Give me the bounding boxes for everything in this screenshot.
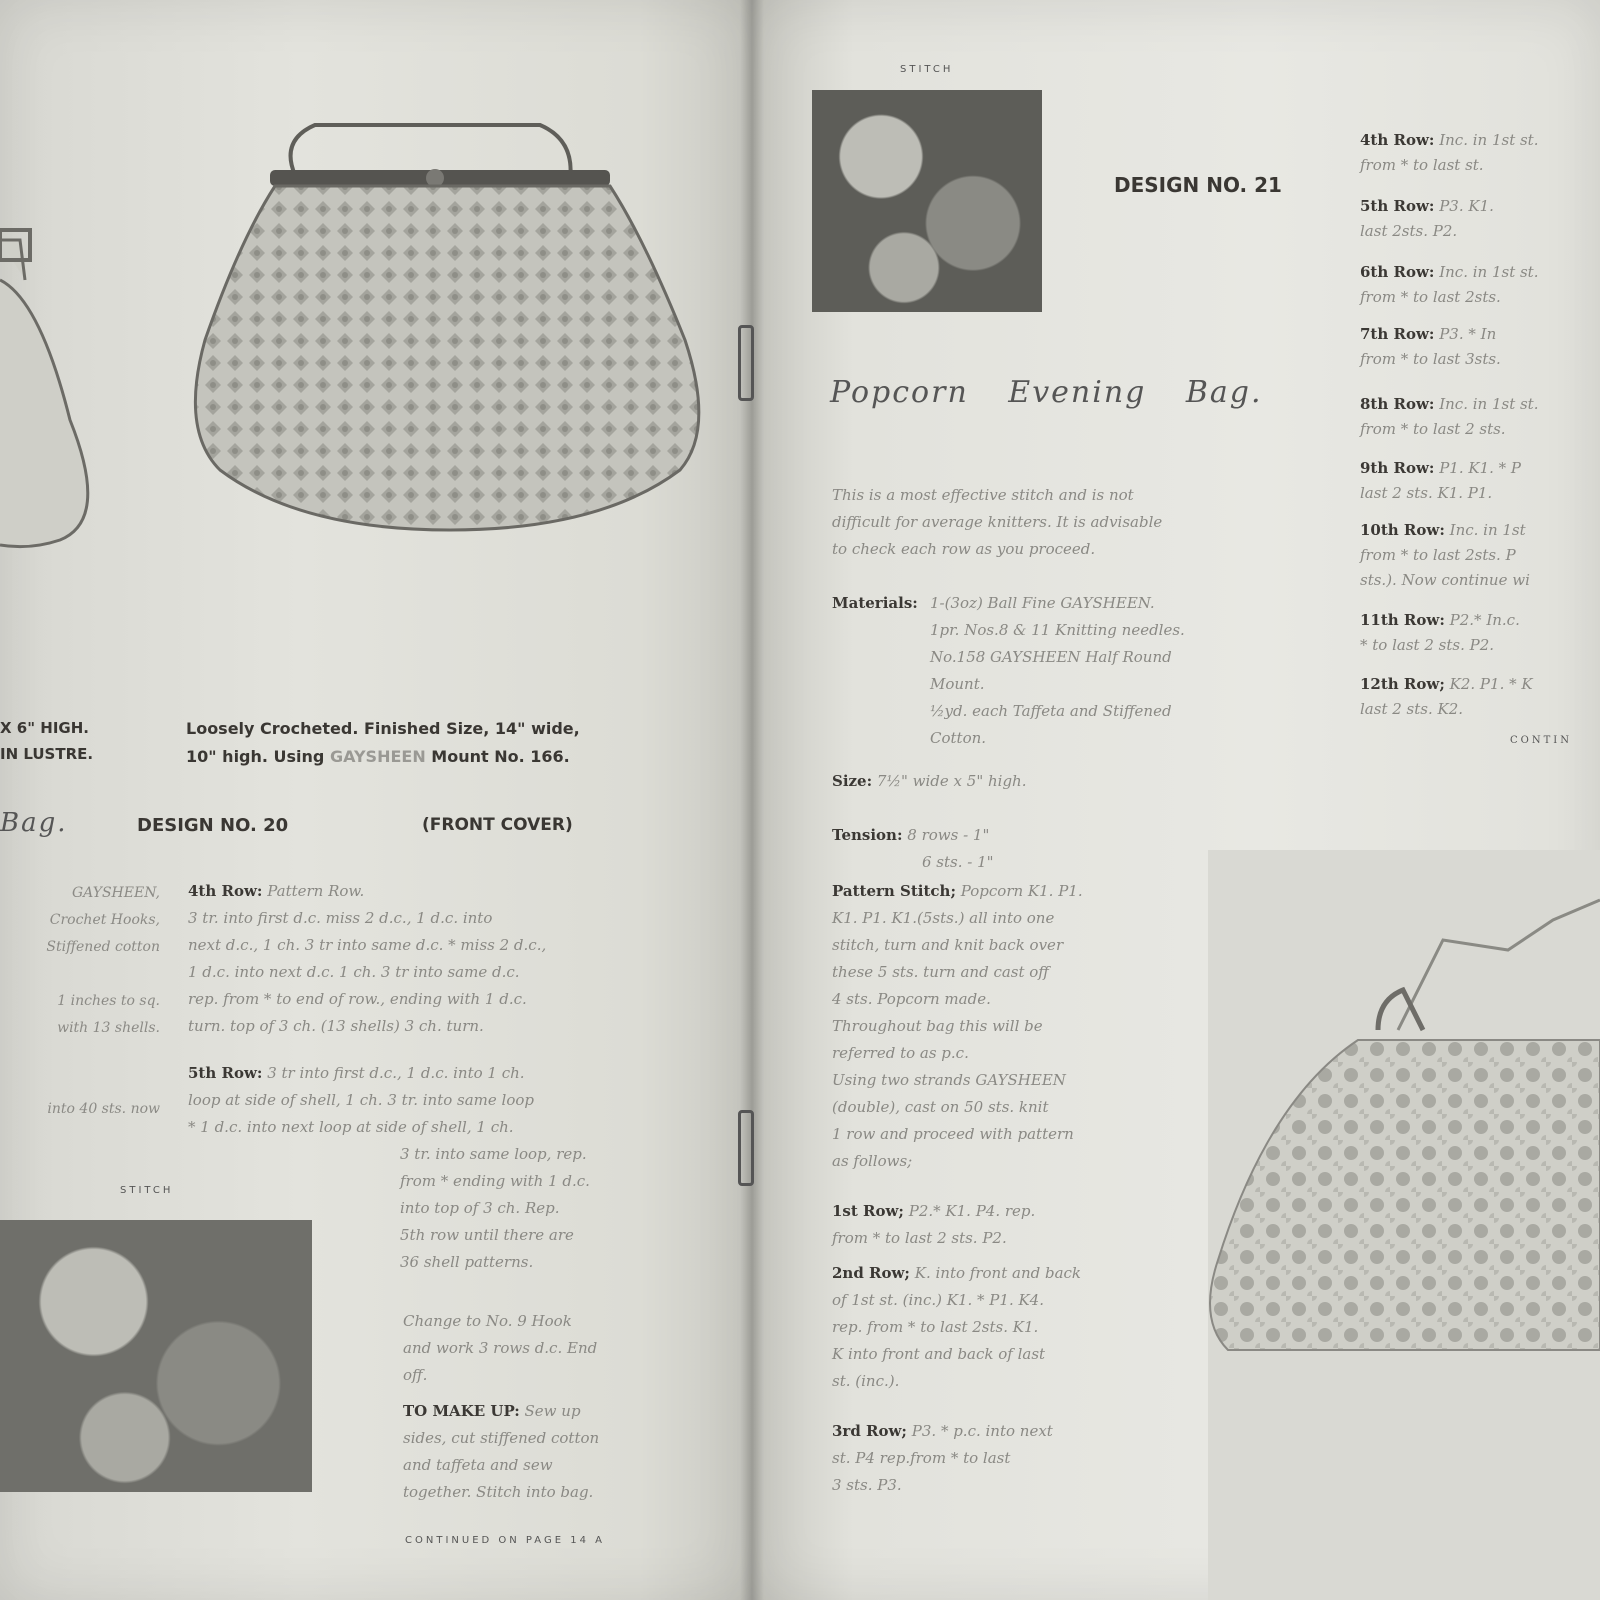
make-up-line: sides, cut stiffened cotton — [403, 1429, 600, 1447]
pattern-line: as follows; — [832, 1152, 913, 1170]
change-line: Change to No. 9 Hook — [403, 1312, 572, 1330]
crocheted-bag-illustration — [180, 110, 720, 580]
row5-label: 5th Row: — [188, 1064, 263, 1082]
row1-instructions — [832, 1198, 1162, 1252]
side-row-line: Inc. in 1st — [1449, 521, 1526, 539]
side-row-label: 5th Row: — [1360, 197, 1435, 215]
make-up-line: and taffeta and sew — [403, 1456, 553, 1474]
side-row-line: from * to last 2sts. — [1360, 288, 1501, 306]
side-row-line: P1. K1. * P — [1439, 459, 1522, 477]
tension-label: Tension: — [832, 826, 903, 844]
side-row-label: 4th Row: — [1360, 131, 1435, 149]
material-item: ½yd. each Taffeta and Stiffened — [930, 702, 1172, 720]
caption-line: Loosely Crocheted. Finished Size, 14" wide, — [186, 719, 580, 738]
partial-bag-illustration — [0, 220, 120, 550]
popcorn-bag-illustration — [1208, 880, 1600, 1600]
partial-caption-line: X 6" HIGH. — [0, 719, 89, 737]
partial-col-line — [0, 961, 160, 988]
row4-instructions — [188, 878, 688, 1040]
partial-bag-title: Bag. — [0, 808, 68, 838]
side-row-label: 9th Row: — [1360, 459, 1435, 477]
partial-col-line: with 13 shells. — [57, 1020, 160, 1036]
make-up-line: Sew up — [524, 1402, 581, 1420]
row1-line: P2.* K1. P4. rep. — [908, 1202, 1036, 1220]
row2-line: K. into front and back — [914, 1264, 1082, 1282]
side-row-label: 10th Row: — [1360, 521, 1445, 539]
side-row-line: last 2sts. P2. — [1360, 222, 1458, 240]
row2-instructions — [832, 1260, 1162, 1395]
stitch-label: STITCH — [120, 1185, 174, 1196]
row2-line: rep. from * to last 2sts. K1. — [832, 1318, 1039, 1336]
row4-line: turn. top of 3 ch. (13 shells) 3 ch. turn. — [188, 1017, 484, 1035]
side-row-line: from * to last 2sts. P — [1360, 546, 1516, 564]
tension-value: 6 sts. - 1" — [922, 853, 994, 871]
row5-cont-line: 5th row until there are — [400, 1226, 574, 1244]
partial-col-line: GAYSHEEN, — [71, 885, 160, 901]
side-row-label: 12th Row; — [1360, 675, 1445, 693]
row5-cont-line: 36 shell patterns. — [400, 1253, 534, 1271]
row5-instructions — [188, 1060, 688, 1141]
side-row-line: P2.* In.c. — [1449, 611, 1520, 629]
pattern-line: (double), cast on 50 sts. knit — [832, 1098, 1049, 1116]
partial-col-line: 1 inches to sq. — [57, 993, 160, 1009]
side-row-label: 11th Row: — [1360, 611, 1445, 629]
side-row-line: from * to last st. — [1360, 156, 1484, 174]
row2-line: st. (inc.). — [832, 1372, 900, 1390]
pattern-line: Throughout bag this will be — [832, 1017, 1043, 1035]
partial-materials-column — [0, 880, 160, 1123]
partial-col-line — [0, 1069, 160, 1096]
row5-line: 3 tr into first d.c., 1 d.c. into 1 ch. — [267, 1064, 525, 1082]
intro-line: This is a most effective stitch and is not — [832, 486, 1134, 504]
design-number-21: DESIGN NO. 21 — [1114, 173, 1282, 197]
row2-label: 2nd Row; — [832, 1264, 910, 1282]
make-up-label: TO MAKE UP: — [403, 1402, 520, 1420]
make-up-instructions — [403, 1398, 703, 1506]
row3-line: P3. * p.c. into next — [911, 1422, 1053, 1440]
change-hook-instructions — [403, 1308, 703, 1389]
caption-line: Mount No. 166. — [431, 747, 570, 766]
materials-label: Materials: — [832, 594, 918, 612]
side-row-line: Inc. in 1st st. — [1439, 263, 1539, 281]
side-row-line: from * to last 3sts. — [1360, 350, 1501, 368]
pattern-line: 4 sts. Popcorn made. — [832, 990, 991, 1008]
make-up-line: together. Stitch into bag. — [403, 1483, 594, 1501]
pattern-line: 1 row and proceed with pattern — [832, 1125, 1074, 1143]
side-row-line: Inc. in 1st st. — [1439, 131, 1539, 149]
side-row-line: K2. P1. * K — [1449, 675, 1533, 693]
material-item: No.158 GAYSHEEN Half Round — [930, 648, 1172, 666]
change-line: off. — [403, 1366, 428, 1384]
row5-line: loop at side of shell, 1 ch. 3 tr. into same loop — [188, 1091, 534, 1109]
bag-caption — [186, 715, 580, 771]
left-page — [0, 0, 752, 1600]
change-line: and work 3 rows d.c. End — [403, 1339, 598, 1357]
material-item: 1-(3oz) Ball Fine GAYSHEEN. — [930, 594, 1155, 612]
pattern-stitch-label: Pattern Stitch; — [832, 882, 956, 900]
row5-cont-line: 3 tr. into same loop, rep. — [400, 1145, 587, 1163]
side-row-line: * to last 2 sts. P2. — [1360, 636, 1495, 654]
side-row-label: 8th Row: — [1360, 395, 1435, 413]
size-label: Size: — [832, 772, 873, 790]
continued-note: CONTIN — [1510, 735, 1572, 746]
row5-cont-line: into top of 3 ch. Rep. — [400, 1199, 560, 1217]
row4-label: 4th Row: — [188, 882, 263, 900]
side-row-label: 6th Row: — [1360, 263, 1435, 281]
side-row-line: last 2 sts. K2. — [1360, 700, 1464, 718]
caption-brand: GAYSHEEN — [329, 747, 426, 766]
size-value: 7½" wide x 5" high. — [876, 772, 1027, 790]
stitch-swatch-photo — [0, 1220, 312, 1492]
row3-line: st. P4 rep.from * to last — [832, 1449, 1011, 1467]
pattern-stitch-section — [832, 878, 1182, 1175]
pattern-title: Popcorn Evening Bag. — [830, 375, 1263, 410]
side-rows-column — [1360, 128, 1600, 753]
partial-col-line: into 40 sts. now — [47, 1101, 160, 1117]
partial-col-line: Crochet Hooks, — [49, 912, 160, 928]
stitch-label: STITCH — [900, 64, 954, 75]
caption-line: 10" high. Using — [186, 747, 325, 766]
side-row-line: from * to last 2 sts. — [1360, 420, 1506, 438]
continued-note: CONTINUED ON PAGE 14 A — [405, 1535, 605, 1546]
row5-line: * 1 d.c. into next loop at side of shell, 1 ch. — [188, 1118, 514, 1136]
partial-caption-line: IN LUSTRE. — [0, 745, 94, 763]
row4-line: Pattern Row. — [267, 882, 365, 900]
right-page — [752, 0, 1600, 1600]
intro-line: difficult for average knitters. It is advisable — [832, 513, 1163, 531]
materials-list — [930, 590, 1330, 752]
side-row-line: P3. K1. — [1439, 197, 1494, 215]
row5-continued — [400, 1141, 700, 1276]
pattern-line: Using two strands GAYSHEEN — [832, 1071, 1066, 1089]
row5-cont-line: from * ending with 1 d.c. — [400, 1172, 590, 1190]
binding-staple — [738, 325, 754, 401]
partial-col-line: Stiffened cotton — [46, 939, 160, 955]
row4-line: rep. from * to end of row., ending with 1 d.c. — [188, 990, 527, 1008]
pattern-intro — [832, 482, 1302, 563]
side-row-line: sts.). Now continue wi — [1360, 571, 1530, 589]
design-number-20: DESIGN NO. 20 — [137, 815, 289, 836]
row3-label: 3rd Row; — [832, 1422, 907, 1440]
size-section — [832, 768, 1026, 795]
partial-col-line — [0, 1042, 160, 1069]
popcorn-stitch-swatch-photo — [812, 90, 1042, 312]
pattern-line: stitch, turn and knit back over — [832, 936, 1064, 954]
pattern-line: Popcorn K1. P1. — [960, 882, 1083, 900]
row4-line: 1 d.c. into next d.c. 1 ch. 3 tr into same d.c. — [188, 963, 520, 981]
pattern-line: K1. P1. K1.(5sts.) all into one — [832, 909, 1055, 927]
row4-line: next d.c., 1 ch. 3 tr into same d.c. * miss 2 d.c., — [188, 936, 547, 954]
partial-caption — [0, 715, 93, 767]
material-item: 1pr. Nos.8 & 11 Knitting needles. — [930, 621, 1185, 639]
binding-staple — [738, 1110, 754, 1186]
pattern-line: referred to as p.c. — [832, 1044, 969, 1062]
row3-instructions — [832, 1418, 1162, 1499]
intro-line: to check each row as you proceed. — [832, 540, 1096, 558]
front-cover-note: (FRONT COVER) — [422, 815, 573, 835]
row2-line: K into front and back of last — [832, 1345, 1046, 1363]
row1-label: 1st Row; — [832, 1202, 904, 1220]
row3-line: 3 sts. P3. — [832, 1476, 902, 1494]
material-item: Cotton. — [930, 729, 987, 747]
pattern-line: these 5 sts. turn and cast off — [832, 963, 1049, 981]
side-row-line: last 2 sts. K1. P1. — [1360, 484, 1493, 502]
row2-line: of 1st st. (inc.) K1. * P1. K4. — [832, 1291, 1044, 1309]
material-item: Mount. — [930, 675, 985, 693]
side-row-line: P3. * In — [1439, 325, 1497, 343]
side-row-label: 7th Row: — [1360, 325, 1435, 343]
row1-line: from * to last 2 sts. P2. — [832, 1229, 1007, 1247]
tension-section — [832, 822, 1132, 876]
tension-value: 8 rows - 1" — [907, 826, 990, 844]
row4-line: 3 tr. into first d.c. miss 2 d.c., 1 d.c. into — [188, 909, 493, 927]
book-gutter — [740, 0, 764, 1600]
side-row-line: Inc. in 1st st. — [1439, 395, 1539, 413]
